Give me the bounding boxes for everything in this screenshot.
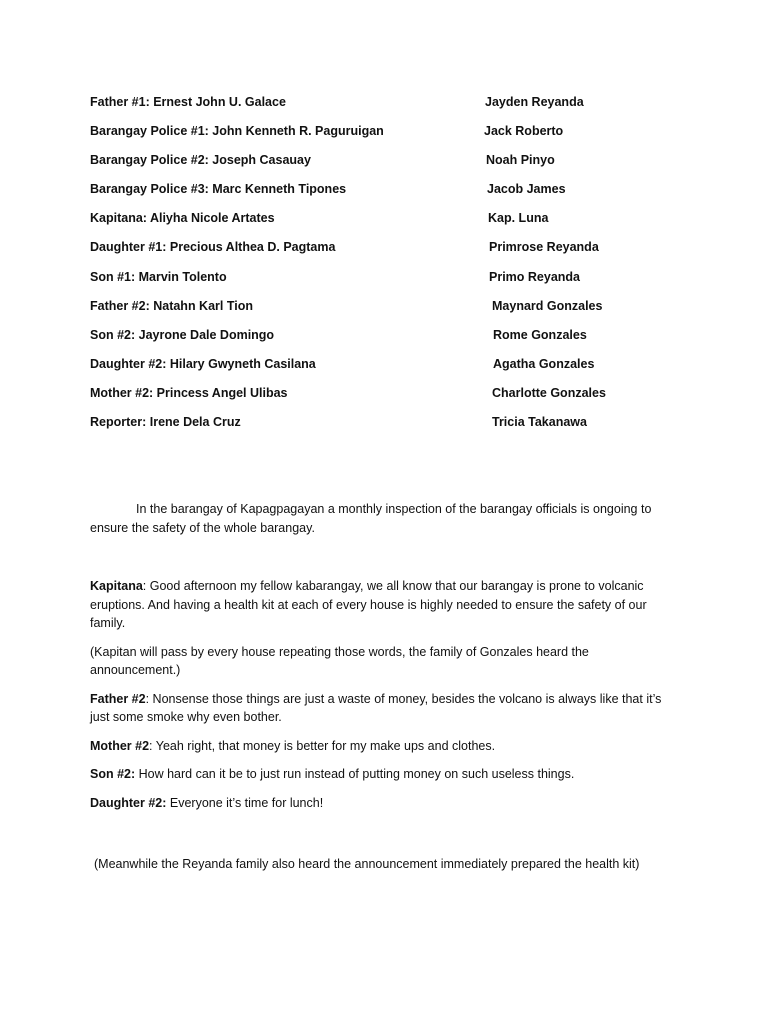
dialogue-line	[90, 794, 670, 813]
speaker-name: Mother #2	[90, 738, 150, 753]
cast-row	[90, 209, 690, 238]
cast-role: Daughter #1: Precious Althea D. Pagtama	[90, 240, 336, 255]
dialogue-text: : Good afternoon my fellow kabarangay, we all know that our barangay is prone to volcanic eruptions. And having a health kit at each of every house is highly needed to ensure the safety of our family.	[90, 579, 647, 630]
dialogue-line	[90, 690, 670, 727]
dialogue-line	[90, 737, 670, 756]
dialogue-line	[90, 765, 670, 784]
cast-row	[90, 355, 690, 384]
dialogue-text: How hard can it be to just run instead of putting money on such useless things.	[135, 767, 575, 781]
cast-row	[90, 413, 690, 442]
speaker-name: Son #2:	[90, 767, 136, 781]
cast-character-name: Jayden Reyanda	[485, 95, 584, 109]
cast-character-name: Primrose Reyanda	[489, 240, 599, 255]
cast-role: Barangay Police #1: John Kenneth R. Paguruigan	[90, 124, 384, 139]
cast-character-name: Jacob James	[487, 182, 566, 197]
speaker-name: Kapitana	[90, 579, 143, 593]
cast-character-name: Agatha Gonzales	[493, 356, 595, 371]
cast-role: Son #1: Marvin Tolento	[90, 269, 227, 284]
speaker-name: Father #2	[90, 691, 146, 706]
cast-character-name: Tricia Takanawa	[492, 415, 587, 430]
cast-role: Father #2: Natahn Karl Tion	[90, 298, 253, 313]
cast-character-name: Rome Gonzales	[493, 327, 587, 342]
cast-row	[90, 268, 690, 297]
cast-character-name: Kap. Luna	[488, 211, 549, 226]
cast-character-name: Charlotte Gonzales	[492, 385, 606, 400]
dialogue-text: Everyone it’s time for lunch!	[166, 795, 324, 810]
cast-role: Kapitana: Aliyha Nicole Artates	[90, 211, 275, 226]
cast-role: Mother #2: Princess Angel Ulibas	[90, 385, 288, 400]
closing-stage-direction: (Meanwhile the Reyanda family also heard the announcement immediately prepared the health kit)	[94, 857, 640, 871]
dialogue-section	[90, 577, 670, 822]
cast-row	[90, 384, 690, 413]
cast-row	[90, 297, 690, 326]
cast-row	[90, 238, 690, 267]
speaker-name: Daughter #2:	[90, 795, 167, 810]
dialogue-text: (Kapitan will pass by every house repeating those words, the family of Gonzales heard the announcement.)	[90, 644, 589, 677]
intro-paragraph: In the barangay of Kapagpagayan a monthly inspection of the barangay officials is ongoing to ensure the safety of the whole barangay.	[90, 502, 652, 535]
dialogue-line	[90, 577, 670, 633]
cast-role: Daughter #2: Hilary Gwyneth Casilana	[90, 356, 316, 371]
cast-row	[90, 93, 690, 122]
cast-role: Reporter: Irene Dela Cruz	[90, 415, 241, 430]
stage-direction	[90, 643, 670, 680]
cast-character-name: Noah Pinyo	[486, 153, 555, 168]
cast-row	[90, 151, 690, 180]
cast-row	[90, 122, 690, 151]
cast-role: Father #1: Ernest John U. Galace	[90, 95, 286, 109]
dialogue-text: : Yeah right, that money is better for my make ups and clothes.	[149, 738, 496, 753]
cast-row	[90, 180, 690, 209]
dialogue-text: : Nonsense those things are just a waste of money, besides the volcano is always like that it’s just some smoke why even bother.	[90, 691, 662, 724]
cast-role: Barangay Police #2: Joseph Casauay	[90, 153, 311, 168]
cast-character-name: Maynard Gonzales	[492, 298, 603, 313]
cast-character-name: Jack Roberto	[484, 124, 564, 139]
cast-role: Barangay Police #3: Marc Kenneth Tipones	[90, 182, 347, 197]
cast-character-name: Primo Reyanda	[489, 269, 581, 284]
cast-list	[90, 93, 690, 442]
cast-row	[90, 326, 690, 355]
cast-role: Son #2: Jayrone Dale Domingo	[90, 327, 275, 342]
